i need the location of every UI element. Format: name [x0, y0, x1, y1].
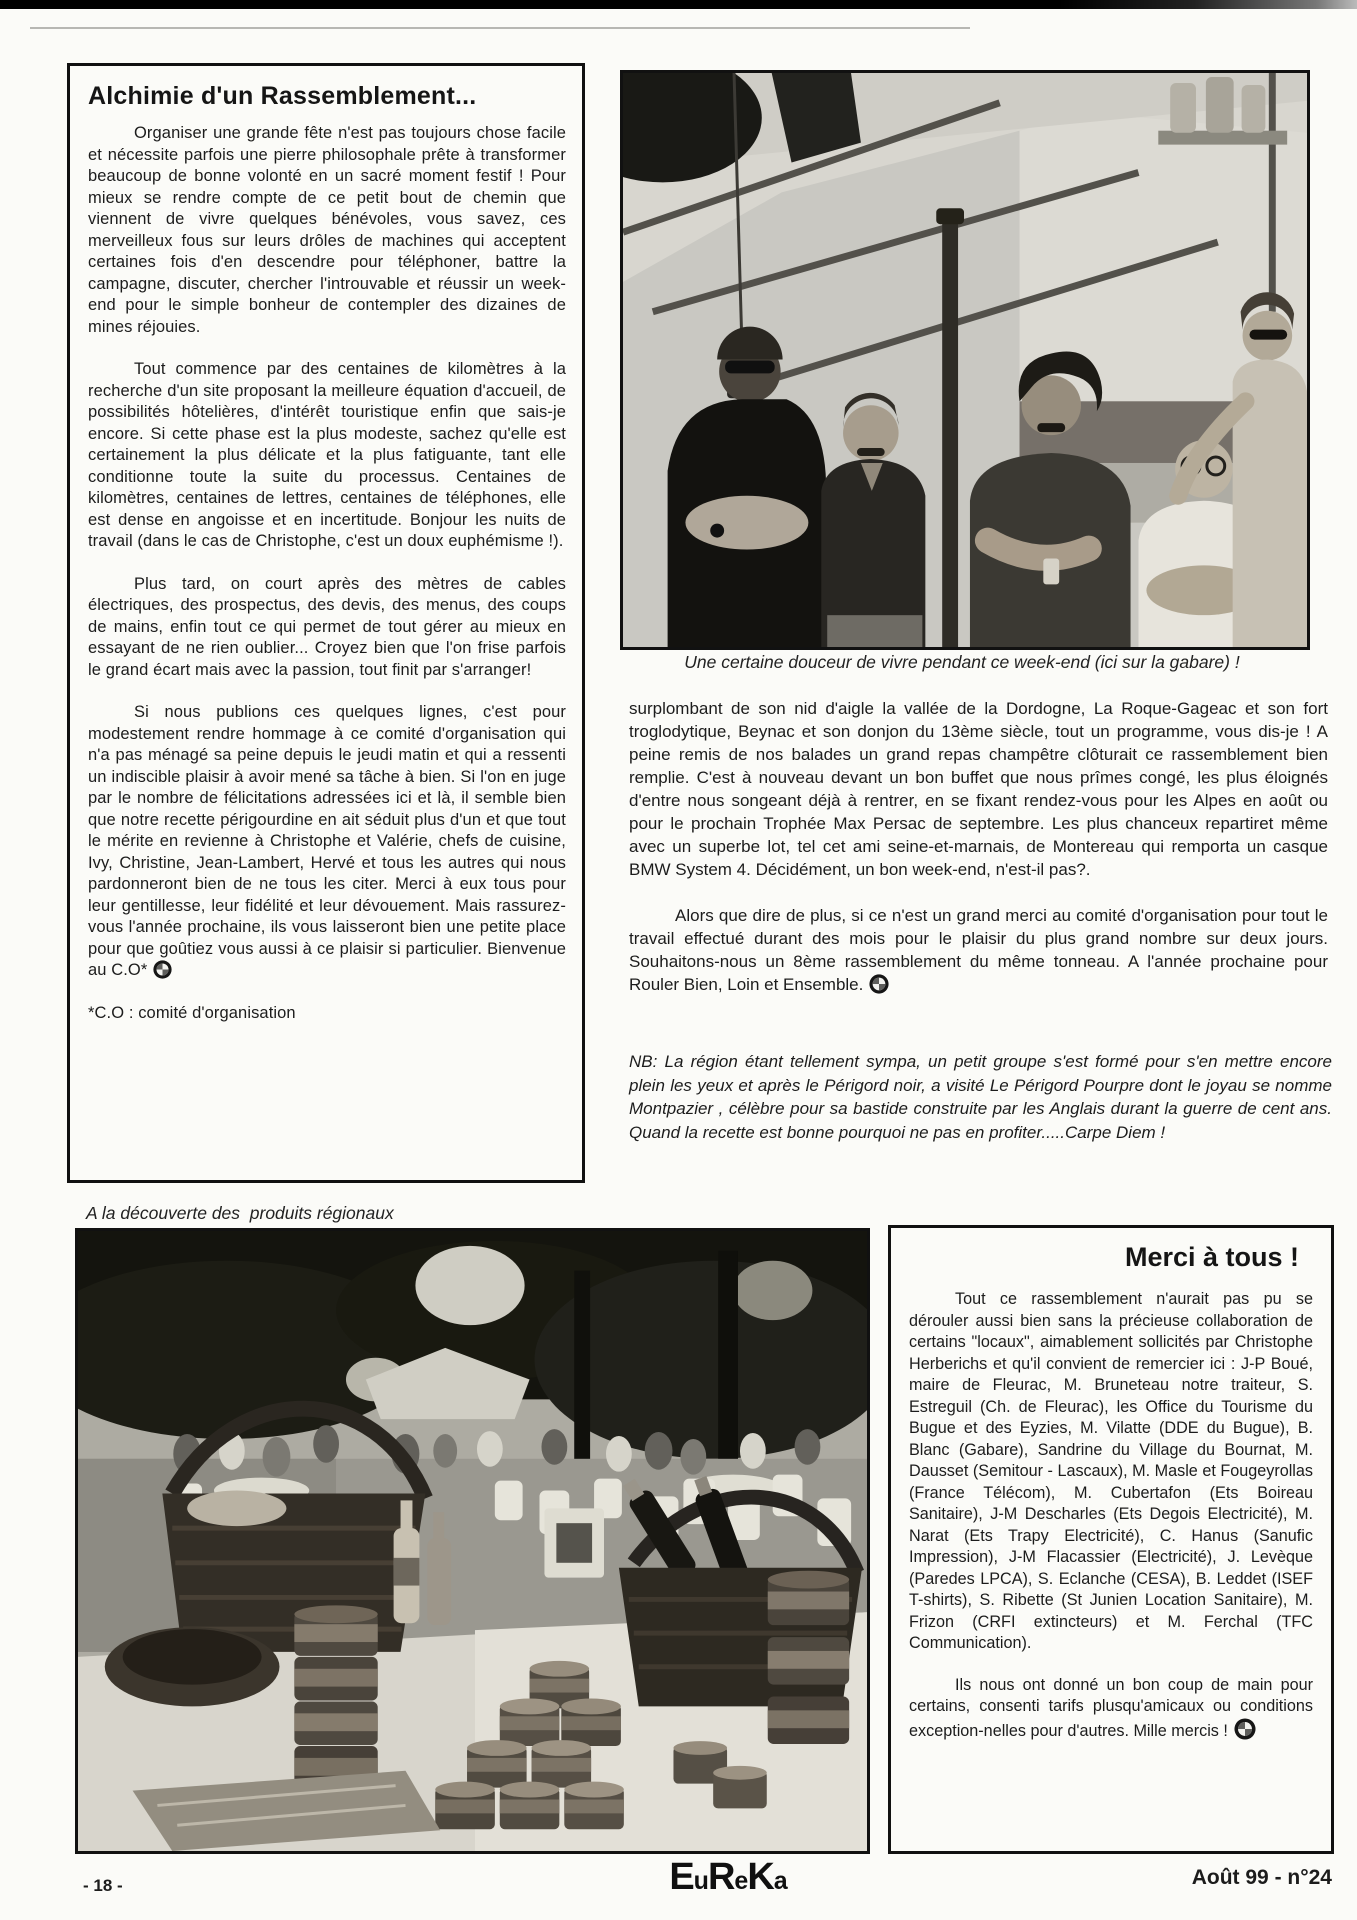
article-paragraph-text: Si nous publions ces quelques lignes, c'est pour modestement rendre hommage à ce comité d'organisation qui n'a pas ménagé sa peine depuis le jeudi matin et qui a ressenti un indiscible plaisir à avoir mené sa tâche à bien. Si l'on en juge par le nombre de félicitations adressées ici et là, il semble bien que notre recette périgourdine en ait séduit plus d'un et que tout le mérite en revienne à Christophe et Valérie, chefs de cuisine, Ivy, Christine, Jean-Lambert, Hervé et tous les autres qui nous pardonneront bien de ne tous les citer. Merci à eux tous pour leur gentillesse, leur fidélité et leur dévouement. Mais rassurez-vous l'année prochaine, ils vous laisseront bien une petite place pour que goûtiez vous aussi à ce plaisir si particulier. Bienvenue au C.O* [88, 703, 566, 979]
eureka-logo-segment: Re [707, 1856, 748, 1898]
bmw-roundel-icon [869, 974, 889, 994]
bmw-roundel-icon [1234, 1718, 1256, 1740]
photo-products [75, 1228, 870, 1854]
article-title: Alchimie d'un Rassemblement... [88, 82, 477, 110]
article-paragraph-text: Organiser une grande fête n'est pas toujours chose facile et nécessite parfois une pierre philosophale prête à transformer beaucoup de bonne volonté en un sacré moment festif ! Pour mieux se rendre compte de ce petit bout de chemin que viennent de vivre quelques bénévoles, vous savez, ces merveilleux fous sur leurs drôles de machines qui acceptent certaines fois d'en descendre pour téléphoner, battre la campagne, discuter, chercher l'introuvable et réussir un week-end pour le simple bonheur de contempler des dizaines de mines réjouies. [88, 124, 566, 336]
issue-date: Août 99 - n°24 [1191, 1866, 1332, 1889]
article-paragraph [88, 123, 566, 338]
scan-top-bar [0, 0, 1357, 9]
photo-products-illustration [78, 1231, 867, 1851]
article-box [67, 63, 585, 1183]
eureka-logo-segment: Ka [747, 1856, 787, 1898]
thanks-paragraph-text: Tout ce rassemblement n'aurait pas pu se dérouler aussi bien sans la précieuse collaboration de certains "locaux", aimablement sollicités par Christophe Herberichs et qu'il convient de remercier ici : J-P Boué, maire de Fleurac, M. Bruneteau notre traiteur, S. Estreguil (Ch. de Fleurac), les Office du Tourisme du Bugue et des Eyzies, M. Vilatte (DDE du Bugue), B. Blanc (Gabare), Sandrine du Village du Bournat, M. Dausset (Semitour - Lascaux), M. Masle et Fougeyrollas (France Télécom), M. Cubertafon (Ets Boireau Sanitaire), J-M Descharles (Ets Degois Electricité), M. Narat (Ets Trapy Electricité), C. Hanus (Sanufic Impression), J-M Flacassier (Electricité), J. Levèque (Paredes LPCA), S. Eclanche (CESA), B. Leddet (ISEF T-shirts), S. Ribette (St Junien Location Sanitaire), M. Frizon (CRFI extincteurs) et M. Ferchal (TFC Communication). [909, 1290, 1313, 1652]
article-paragraph-text: Tout commence par des centaines de kilomètres à la recherche d'un site proposant la meilleure équation d'accueil, de possibilités hôtelières, d'intérêt touristique enfin que sais-je encore. Si cette phase est la plus modeste, sachez qu'elle est certainement la plus délicate et la plus fatiguante, tant elle conditionne toute la suite du processus. Centaines de kilomètres, centaines de lettres, centaines de téléphones, elle est dense en angoisse et en incertitude. Bonjour les nuits de travail (dans le cas de Christophe, c'est un doux euphémisme !). [88, 360, 566, 550]
page-number: - 18 - [83, 1876, 123, 1895]
photo-gabare-caption: Une certaine douceur de vivre pendant ce week-end (ici sur la gabare) ! [684, 652, 1240, 672]
bmw-roundel-icon [153, 960, 172, 979]
thanks-paragraph-text: Ils nous ont donné un bon coup de main pour certains, consenti tarifs plusqu'amicaux ou conditions exception-nelles pour d'autres. Mille mercis ! [909, 1675, 1313, 1740]
article-paragraph [88, 359, 566, 553]
scan-top-line [30, 27, 970, 29]
photo-products-caption: A la découverte des produits régionaux [86, 1203, 394, 1223]
article-paragraph-text: Plus tard, on court après des mètres de cables électriques, des prospectus, des devis, des menus, des coups de mains, enfin tout ce qui permet de tout gérer au mieux en essayant de ne rien oublier... Croyez bien que l'on frise parfois le grand écart mais avec la passion, tout finit par s'arranger! [88, 574, 566, 679]
right-column-paragraph [629, 697, 1328, 881]
eureka-logo [618, 1856, 838, 1899]
right-column-paragraph-text: surplombant de son nid d'aigle la vallée de la Dordogne, La Roque-Gageac et son fort troglodytique, Beynac et son donjon du 13ème siècle, tout un programme, vous dis-je ! A peine remis de nos balades un grand repas champêtre clôturait ce rassemblement bien remplie. C'est à nouveau devant un bon buffet que nous prîmes congé, les plus éloignés d'entre nous songeant déjà à rentrer, en se fixant rendez-vous pour les Alpes en août ou pour le prochain Trophée Max Persac de septembre. Les plus chanceux repartiret même avec un superbe lot, tel cet ami seine-et-marnais, de Montereau qui remporta un casque BMW System 4. Décidément, un bon week-end, n'est-il pas?. [629, 699, 1328, 879]
nb-note: NB: La région étant tellement sympa, un petit groupe s'est formé pour s'en mettre encore plein les yeux et après le Périgord noir, a visité Le Périgord Pourpre dont le joyau se nomme Montpazier , célèbre pour sa bastide construite par les Anglais durant la guerre de cent ans. Quand la recette est bonne pourquoi ne pas en profiter.....Carpe Diem ! [629, 1052, 1332, 1142]
right-column-paragraph-text: Alors que dire de plus, si ce n'est un grand merci au comité d'organisation pour tout le travail effectué durant des mois pour le plaisir du plus grand nombre sur deux jours. Souhaitons-nous un 8ème rassemblement du même tonneau. A l'année prochaine pour Rouler Bien, Loin et Ensemble. [629, 906, 1328, 994]
photo-gabare [620, 70, 1310, 650]
photo-gabare-illustration [623, 73, 1307, 647]
right-column [629, 697, 1328, 1019]
thanks-paragraph [909, 1289, 1313, 1655]
right-column-paragraph [629, 904, 1328, 996]
thanks-box [888, 1225, 1334, 1854]
article-paragraph [88, 702, 566, 982]
article-footnote: *C.O : comité d'organisation [88, 1003, 296, 1022]
eureka-logo-segment: Eu [669, 1856, 708, 1898]
article-paragraph [88, 574, 566, 682]
thanks-title: Merci à tous ! [1124, 1242, 1299, 1272]
thanks-paragraph [909, 1675, 1313, 1743]
